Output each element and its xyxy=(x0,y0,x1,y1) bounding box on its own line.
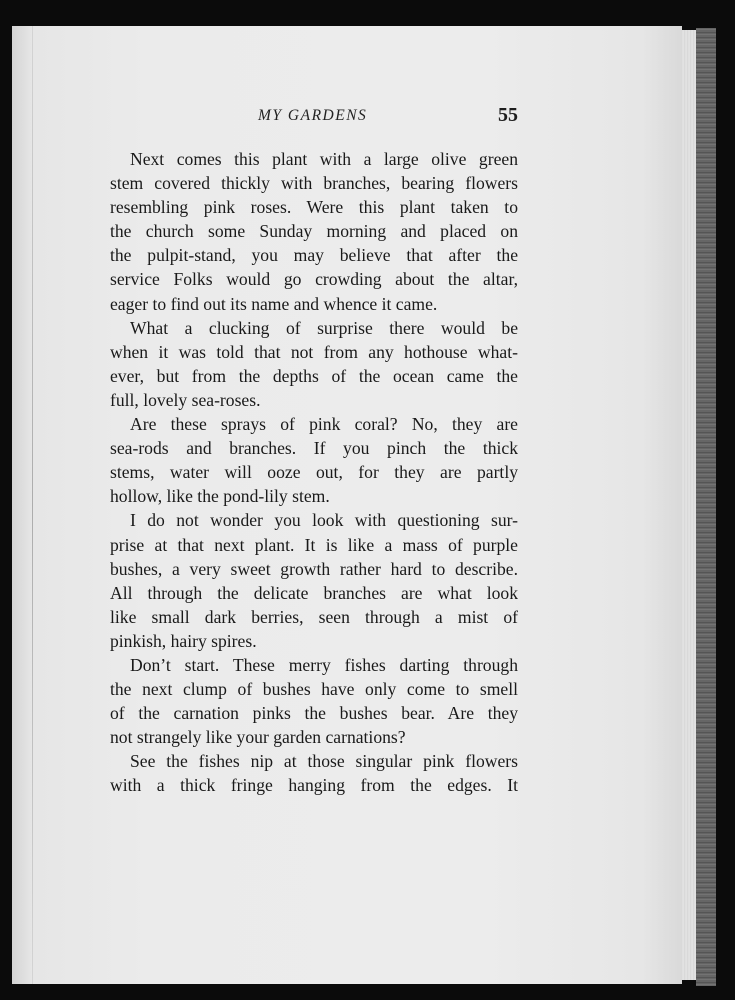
body-text xyxy=(110,147,518,798)
page-edges xyxy=(682,30,696,980)
page-header xyxy=(110,104,520,131)
text-line: hollow, like the pond-lily stem. xyxy=(110,486,330,507)
text-line: All through the delicate branches are what look xyxy=(110,582,518,603)
text-line: Next comes this plant with a large olive green xyxy=(130,149,518,169)
text-line: stems, water will ooze out, for they are partly xyxy=(110,462,518,483)
text-line: when it was told that not from any hothouse what- xyxy=(110,341,518,362)
text-line: the church some Sunday morning and placed on xyxy=(110,221,518,242)
text-line: Don’t start. These merry fishes darting through xyxy=(130,654,518,675)
text-line: pinkish, hairy spires. xyxy=(110,630,257,651)
page-gutter xyxy=(32,26,33,984)
book-cover-edge xyxy=(696,28,716,986)
text-line: Are these sprays of pink coral? No, they are xyxy=(130,414,518,435)
page-number: 55 xyxy=(498,104,518,126)
text-line: ever, but from the depths of the ocean came the xyxy=(110,365,518,386)
text-line: eager to find out its name and whence it came. xyxy=(110,293,438,314)
running-head: MY GARDENS xyxy=(258,107,368,124)
text-line: sea-rods and branches. If you pinch the thick xyxy=(110,438,518,459)
text-line: service Folks would go crowding about the altar, xyxy=(110,269,518,290)
text-line: What a clucking of surprise there would be xyxy=(130,317,518,338)
text-line: stem covered thickly with branches, bearing flowers xyxy=(110,173,518,194)
text-line: with a thick fringe hanging from the edges. It xyxy=(110,775,518,796)
text-line: the pulpit-stand, you may believe that after the xyxy=(110,245,518,266)
text-line: resembling pink roses. Were this plant taken to xyxy=(110,197,518,218)
text-line: of the carnation pinks the bushes bear. Are they xyxy=(110,703,518,724)
text-line: prise at that next plant. It is like a mass of purple xyxy=(110,534,518,555)
text-line: I do not wonder you look with questioning sur- xyxy=(130,510,518,531)
text-line: like small dark berries, seen through a mist of xyxy=(110,606,518,627)
text-line: See the fishes nip at those singular pink flowers xyxy=(130,751,518,772)
text-line: the next clump of bushes have only come to smell xyxy=(110,679,518,700)
text-line: not strangely like your garden carnations? xyxy=(110,727,406,748)
text-line: full, lovely sea-roses. xyxy=(110,389,261,410)
text-line: bushes, a very sweet growth rather hard to describe. xyxy=(110,558,518,579)
